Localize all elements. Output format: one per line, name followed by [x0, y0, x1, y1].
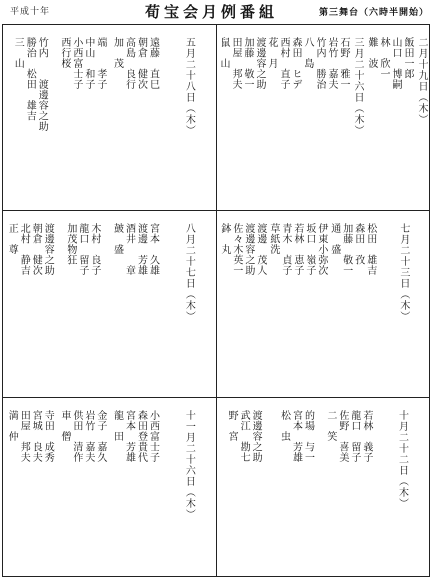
- play-column: [217, 398, 269, 576]
- play-performers: 渡邊容之助 朝倉 健次 北村 静吉: [18, 223, 54, 276]
- date-column: [377, 211, 429, 397]
- play-title: 八 島: [302, 37, 313, 69]
- play-performers: 遠藤 直巳 朝倉 健次 高島 良行: [123, 37, 159, 90]
- play-column: [108, 398, 161, 576]
- play-column: [365, 25, 413, 210]
- date-column: [161, 25, 216, 210]
- program-block: [216, 398, 429, 576]
- play-column: [3, 211, 56, 397]
- play-title: 花 月: [266, 37, 277, 69]
- play-title: 鉢 丸: [218, 223, 230, 255]
- era-label: 平成十年: [10, 7, 51, 17]
- play-title: 鼠 山: [218, 37, 229, 69]
- date-column: [374, 398, 429, 576]
- program-block: [3, 398, 216, 576]
- play-column: [301, 25, 349, 210]
- play-column: [108, 25, 161, 210]
- play-performers: 渡邊容之助 武江 勘七: [238, 410, 262, 463]
- performance-date: 二月十九日（木）: [416, 37, 427, 125]
- play-title: 野 宮: [226, 410, 238, 442]
- play-title: 難 波: [366, 37, 377, 69]
- play-performers: 若林 義子 龍口 留子 佐野 喜美: [336, 410, 372, 463]
- date-column: [413, 25, 429, 210]
- play-title: 三 山: [12, 37, 24, 69]
- program-grid: [3, 25, 429, 576]
- play-performers: 松田 雄吉 森田 孜 加藤 敬一: [340, 223, 376, 276]
- play-column: [3, 398, 56, 576]
- date-column: [349, 25, 365, 210]
- play-title: 二 笑: [324, 410, 336, 442]
- play-performers: 竹内 渡邊容之助 勝治 松田 雄吉: [24, 37, 48, 132]
- play-title: 龍 田: [111, 410, 123, 442]
- play-performers: 金子 嘉久 岩竹 嘉夫 供田 清作: [70, 410, 106, 463]
- play-performers: 石野 雅一 岩竹 嘉夫 竹内 勝治: [314, 37, 349, 90]
- play-performers: 飯田一郎 山口 博嗣 林 欣一: [378, 37, 413, 90]
- play-title: 通 盛: [328, 223, 340, 255]
- play-performers: 寺田 成秀 宮城 良夫 田屋 邦夫: [18, 410, 54, 463]
- program-block: [216, 211, 429, 397]
- program-block: [3, 211, 216, 397]
- play-performers: 端 孝子 中山 和子 小西富士子: [70, 37, 106, 90]
- performance-date: 八月二十七日（木）: [183, 223, 195, 322]
- play-title: 皷 盛: [111, 223, 123, 255]
- play-performers: 的場 与一 宮本 芳雄: [290, 410, 314, 463]
- play-performers: 渡邊 茂人 渡邊容之助 佐々木英一: [230, 223, 266, 276]
- play-title: 松 虫: [278, 410, 290, 442]
- play-column: [217, 25, 265, 210]
- play-title: 草紙洗: [267, 223, 279, 255]
- play-performers: 渡邊容之助 加藤 敬一 田屋 邦夫: [230, 37, 265, 90]
- play-column: [267, 211, 327, 397]
- performance-date: 十一月二十六日（木）: [183, 410, 195, 520]
- play-title: 加茂物狂: [64, 223, 76, 265]
- play-column: [322, 398, 374, 576]
- play-title: 加 茂: [111, 37, 123, 69]
- play-performers: 森田 ヒデ 西村 直子: [278, 37, 301, 90]
- table-row: [3, 25, 429, 211]
- play-performers: 小西富士子 森田登貴代 宮本 芳雄: [123, 410, 159, 463]
- play-title: 車 僧: [58, 410, 70, 442]
- play-column: [217, 211, 267, 397]
- stage-label: 第三舞台（六時半開始）: [318, 8, 429, 18]
- program-block: [3, 25, 216, 210]
- date-column: [161, 211, 216, 397]
- play-title: 正 尊: [6, 223, 18, 255]
- play-column: [327, 211, 377, 397]
- play-title: 西行桜: [58, 37, 70, 69]
- page-title: 荀宝会月例番組: [145, 3, 279, 21]
- play-column: [265, 25, 301, 210]
- table-row: [3, 211, 429, 398]
- play-performers: 宮本 久雄 渡邊 芳雄 酒井 章: [123, 223, 159, 276]
- play-performers: 伊東小弥次 坂口 嶺子 若林 恵子 青木 貞子: [279, 223, 327, 276]
- play-title: 満 仲: [6, 410, 18, 442]
- play-column: [269, 398, 321, 576]
- program-block: [216, 25, 429, 210]
- program-table: [2, 24, 430, 577]
- play-column: [3, 25, 56, 210]
- performance-date: 五月二十八日（木）: [183, 37, 195, 136]
- play-column: [56, 25, 109, 210]
- performance-date: 七月二十三日（木）: [397, 223, 409, 322]
- play-column: [56, 398, 109, 576]
- date-column: [161, 398, 216, 576]
- performance-date: 十月二十二日（木）: [396, 410, 408, 509]
- play-column: [56, 211, 109, 397]
- performance-date: 三月二十六日（木）: [352, 37, 363, 136]
- play-column: [108, 211, 161, 397]
- table-row: [3, 398, 429, 576]
- play-performers: 木村 良子 龍口 留子: [76, 223, 100, 276]
